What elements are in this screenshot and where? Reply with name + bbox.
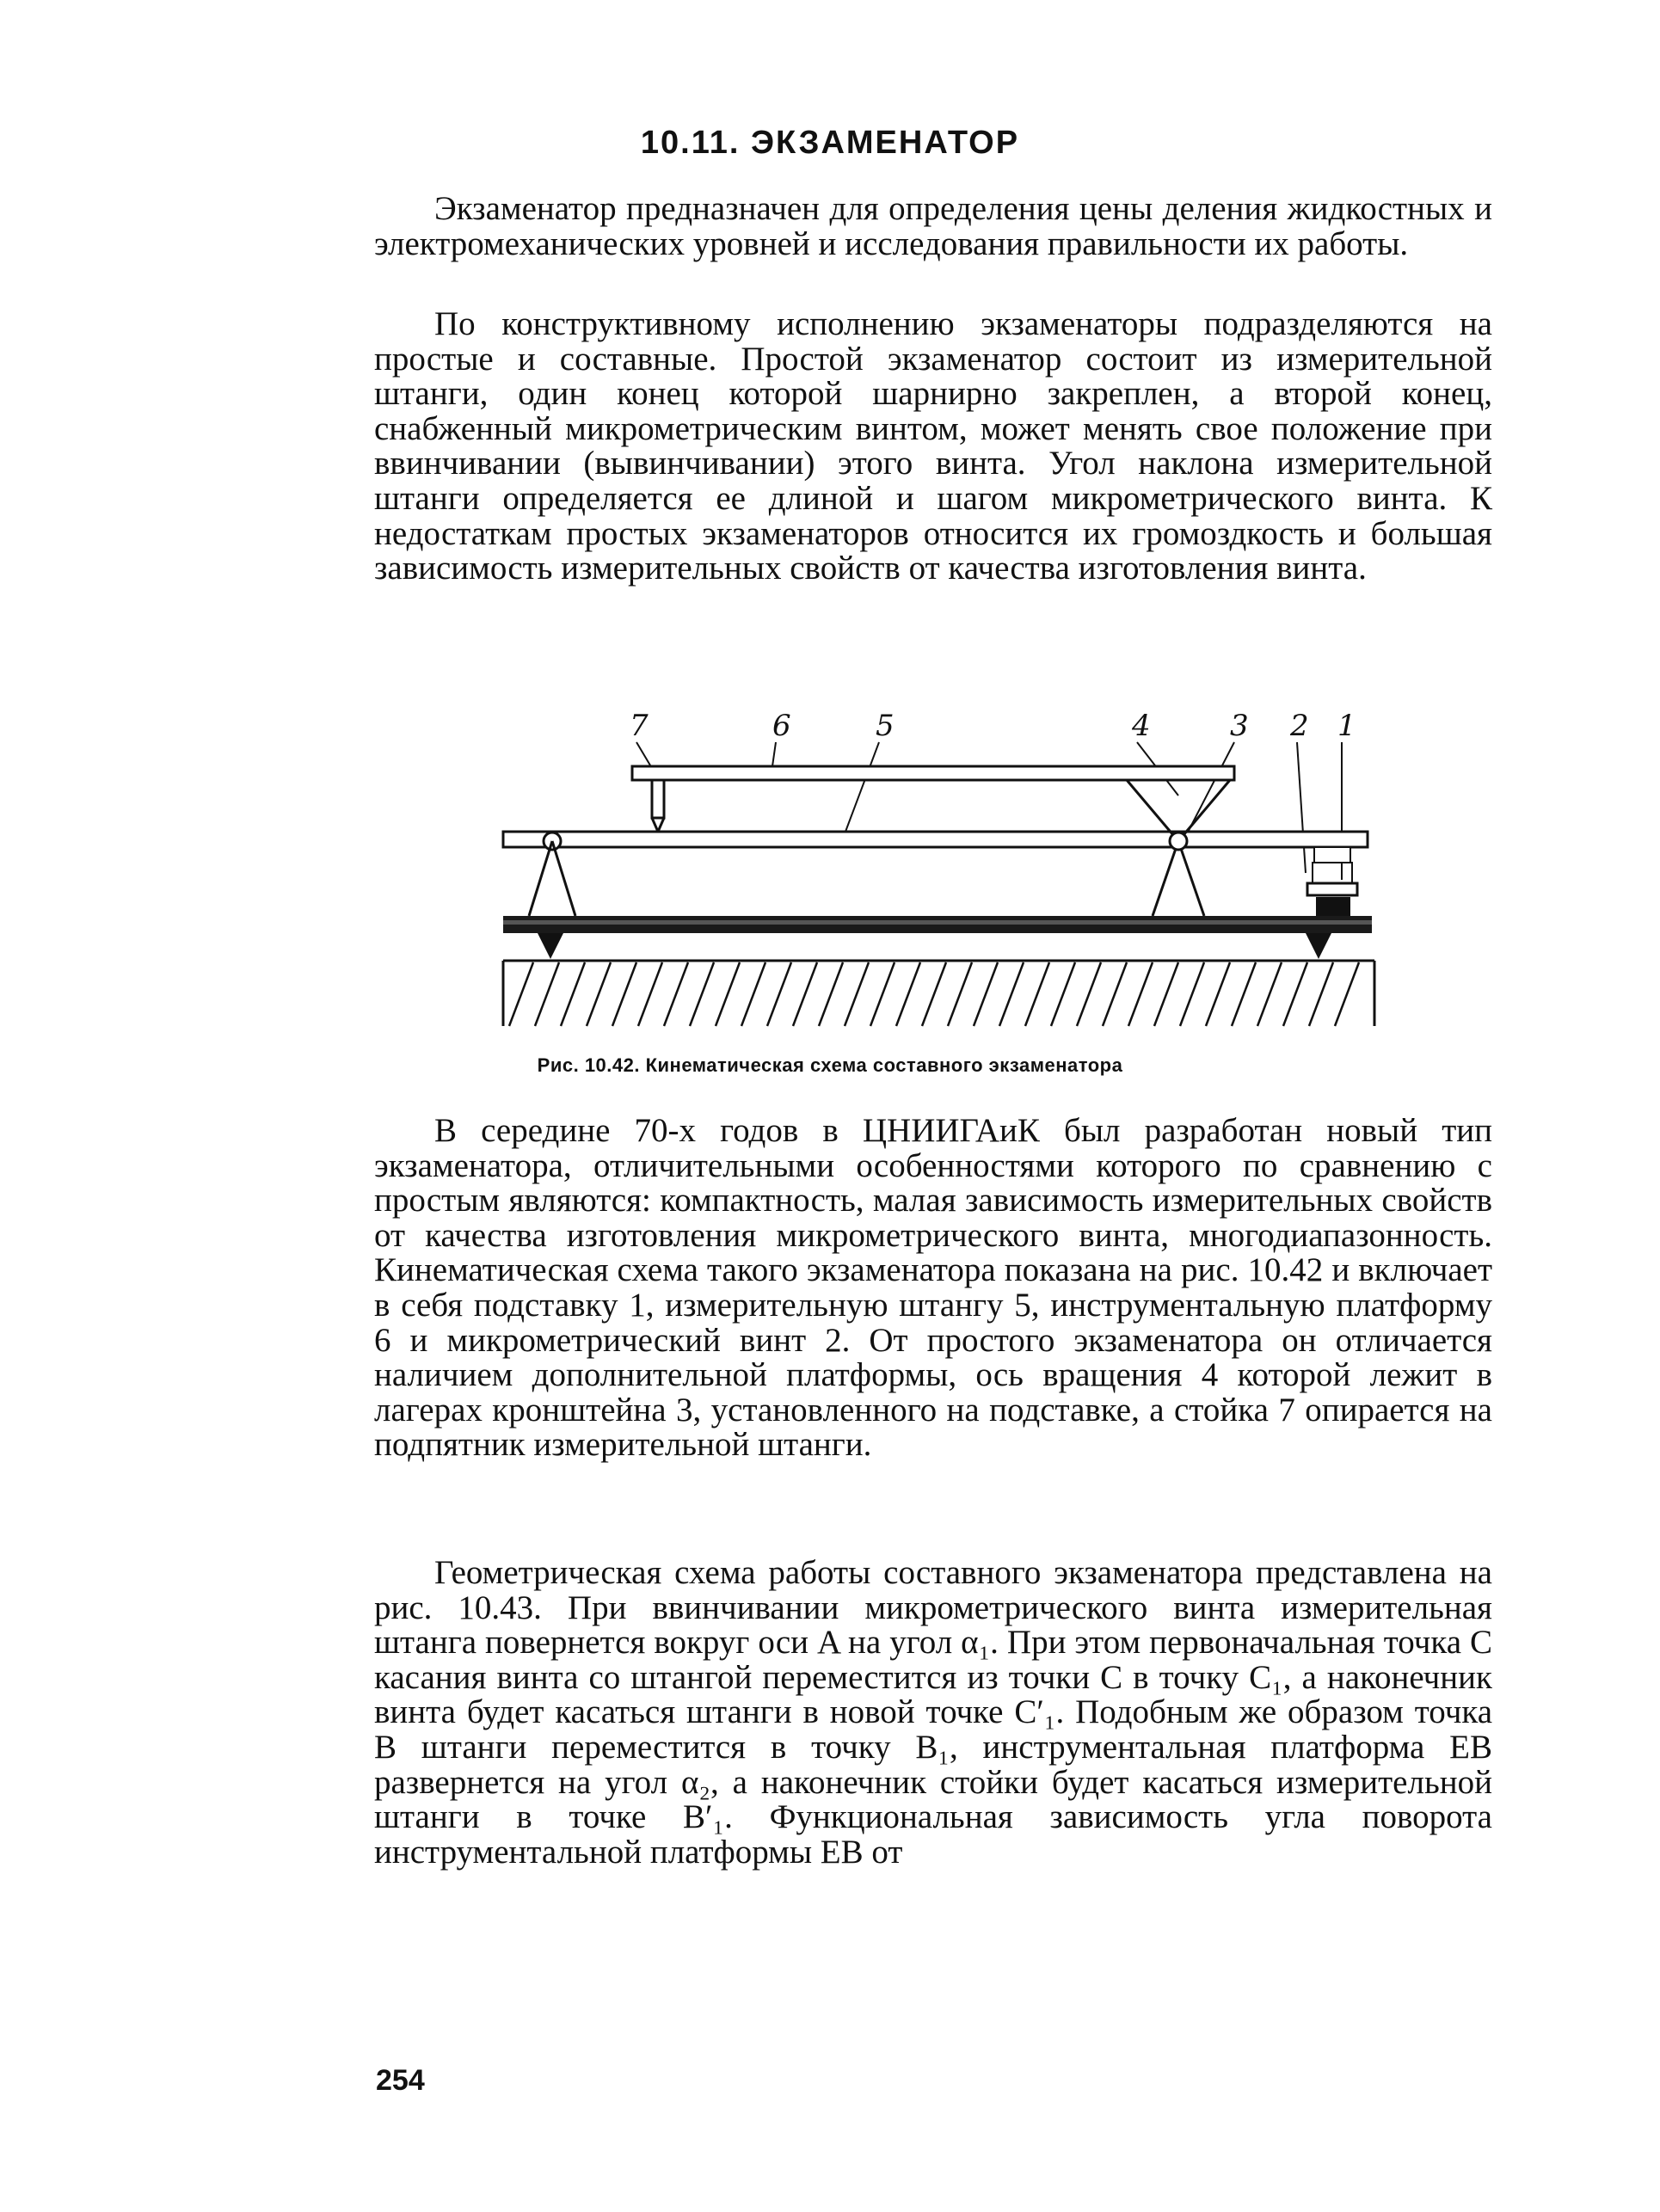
page-number: 254 — [376, 2064, 425, 2097]
left-foot — [538, 933, 563, 959]
hatch-line — [1335, 962, 1359, 1026]
stand-texture — [503, 920, 1372, 925]
post-7-tip — [652, 818, 664, 832]
hatch-line — [741, 962, 765, 1026]
figure-label-7: 7 — [630, 709, 649, 743]
hatch-line — [1283, 962, 1307, 1026]
hatch-line — [1309, 962, 1333, 1026]
hatch-line — [638, 962, 662, 1026]
hatch-line — [1051, 962, 1075, 1026]
hatch-line — [922, 962, 946, 1026]
hatch-line — [1077, 962, 1101, 1026]
measuring-bar-5 — [503, 832, 1368, 847]
micrometer-screw-2 — [1307, 883, 1357, 895]
figure-label-4: 4 — [1132, 709, 1151, 743]
paragraph-geometric-scheme: Геометрическая схема работы составного экзаменатора представлена на рис. 10.43. При ввинчивании микрометрического винта измерительная штанга повернется вокруг оси A на угол α₁. При этом первоначальная точка C касания винта со штангой переместится из точки C в точку C₁, а наконечник винта будет касаться штанги в новой точке C′₁. Подобным же образом точка B штанги переместится в точку B₁, инструментальная платформа EB развернется на угол α₂, а наконечник стойки будет касаться измерительной штанги в точке B′₁. Функциональная зависимость угла поворота инструментальной платформы EB от — [374, 1554, 1492, 1871]
hatch-line — [716, 962, 740, 1026]
hatch-line — [561, 962, 585, 1026]
hatch-line — [587, 962, 611, 1026]
hatch-line — [896, 962, 920, 1026]
hatch-line — [1154, 962, 1178, 1026]
right-foot — [1306, 933, 1331, 959]
ground-hatching — [509, 962, 1359, 1026]
hatch-line — [1232, 962, 1256, 1026]
figure-label-2: 2 — [1290, 709, 1309, 743]
figure-label-5: 5 — [876, 709, 895, 743]
rotation-axis-4 — [1170, 833, 1187, 850]
instrument-platform-6 — [632, 766, 1234, 780]
hatch-line — [974, 962, 998, 1026]
micrometer-screw-body — [1313, 863, 1352, 883]
hatch-line — [612, 962, 636, 1026]
hatch-line — [999, 962, 1024, 1026]
hatch-line — [664, 962, 688, 1026]
hatch-line — [845, 962, 869, 1026]
hatch-line — [1103, 962, 1127, 1026]
leader-lines — [636, 742, 1342, 880]
section-heading: 10.11. ЭКЗАМЕНАТОР — [640, 125, 1020, 161]
hatch-line — [793, 962, 817, 1026]
kinematic-scheme-figure — [499, 701, 1376, 1045]
figure-label-3: 3 — [1230, 709, 1249, 743]
post-7 — [652, 780, 664, 818]
hatch-line — [1180, 962, 1204, 1026]
micrometer-screw-head — [1314, 847, 1350, 863]
hatch-line — [690, 962, 714, 1026]
hatch-line — [1128, 962, 1153, 1026]
figure-label-1: 1 — [1337, 709, 1356, 743]
hatch-line — [1257, 962, 1282, 1026]
figure-caption: Рис. 10.42. Кинематическая схема составного экзаменатора — [537, 1054, 1123, 1076]
hatch-line — [1206, 962, 1230, 1026]
hatch-line — [1025, 962, 1049, 1026]
hatch-line — [948, 962, 972, 1026]
paragraph-intro: Экзаменатор предназначен для определения цены деления жидкостных и электромеханических уровней и исследования правильности их работы. — [374, 190, 1492, 262]
hatch-line — [819, 962, 843, 1026]
hatch-line — [535, 962, 559, 1026]
screw-holder — [1316, 897, 1350, 916]
left-support — [529, 841, 575, 916]
hatch-line — [870, 962, 895, 1026]
kinematic-scheme-drawing — [499, 701, 1376, 1045]
paragraph-simple-examiner: По конструктивному исполнению экзаменаторы подразделяются на простые и составные. Простой экзаменатор состоит из измерительной штанги, один конец которой шарнирно закреплен, а второй конец, снабженный микрометрическим винтом, может менять свое положение при ввинчивании (вывинчивании) этого винта. Угол наклона измерительной штанги определяется ее длиной и шагом микрометрического винта. К недостаткам простых экзаменаторов относится их громоздкость и большая зависимость измерительных свойств от качества изготовления винта. — [374, 305, 1492, 587]
hatch-line — [767, 962, 791, 1026]
hatch-line — [509, 962, 533, 1026]
figure-label-6: 6 — [772, 709, 791, 743]
paragraph-new-examiner: В середине 70-х годов в ЦНИИГАиК был разработан новый тип экзаменатора, отличительными особенностями которого по сравнению с простым являются: компактность, малая зависимость измерительных свойств от качества изготовления микрометрического винта, многодиапазонность. Кинематическая схема такого экзаменатора показана на рис. 10.42 и включает в себя подставку 1, измерительную штангу 5, инструментальную платформу 6 и микрометрический винт 2. От простого экзаменатора он отличается наличием дополнительной платформы, ось вращения 4 которой лежит в лагерах кронштейна 3, установленного на подставке, а стойка 7 опирается на подпятник измерительной штанги. — [374, 1112, 1492, 1464]
